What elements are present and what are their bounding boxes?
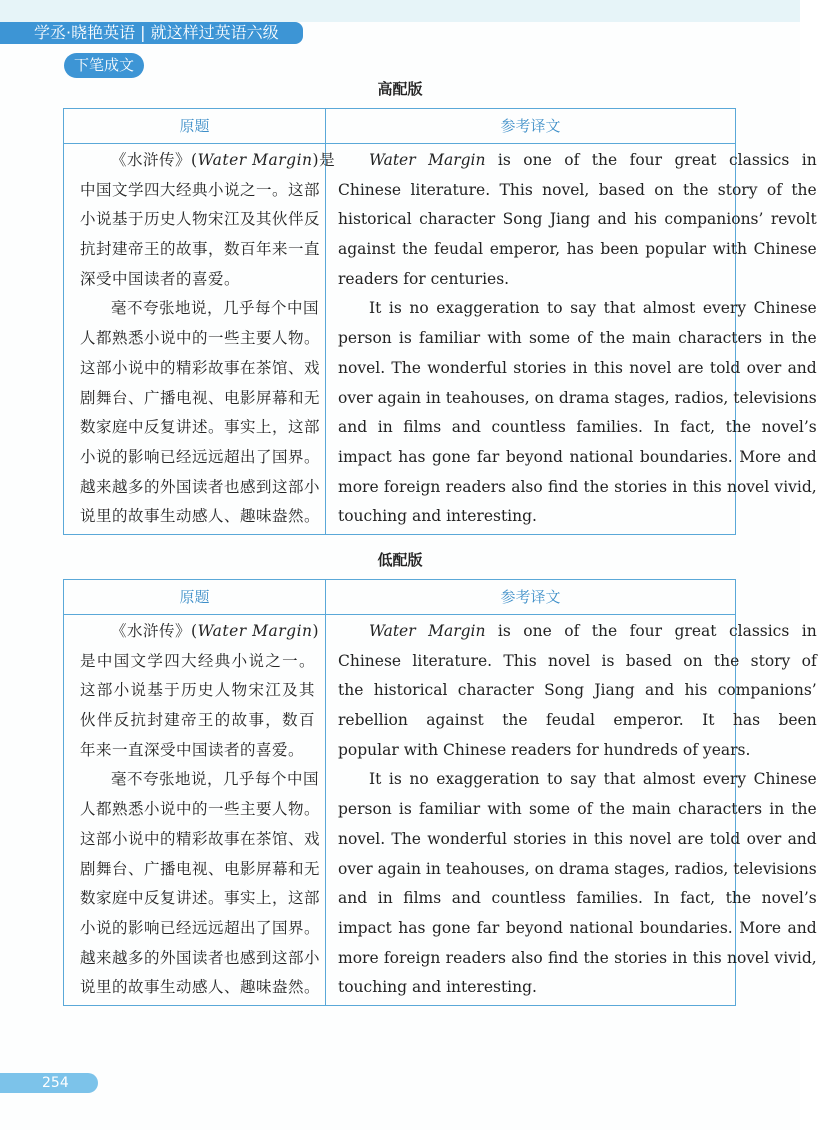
col-header-original: 原题 [64, 109, 326, 143]
table-body [64, 144, 817, 534]
col-header-translation: 参考译文 [500, 588, 561, 606]
text-line: Chinese literature. This novel, based on the story of the [338, 180, 817, 199]
table-header [64, 109, 735, 144]
text-line: 剧舞台、广播电视、电影屏幕和无 [80, 388, 321, 407]
text-line: 数家庭中反复讲述。事实上，这部 [80, 418, 321, 437]
section-label: 下笔成文 [64, 53, 144, 78]
text-line: 小说的影响已经远远超出了国界。 [80, 447, 321, 466]
translation-table-high [63, 108, 817, 535]
original-text-cell [64, 144, 336, 534]
text-line: 中国文学四大经典小说之一。这部 [80, 180, 321, 199]
text-line: Water Margin is one of the four great classics in [369, 151, 817, 169]
translation-text-cell [326, 144, 827, 534]
translation-text-cell [326, 615, 827, 1005]
text-line: Chinese literature. This novel is based on the story of [338, 651, 817, 670]
text-line: historical character Song Jiang and his companions’ revolt [338, 210, 817, 229]
text-line: and in films and countless families. In fact, the novel’s [338, 418, 817, 437]
text-line: 年来一直深受中国读者的喜爱。 [80, 740, 305, 759]
text-line: the historical character Song Jiang and his companions’ [338, 681, 817, 700]
text-line: 抗封建帝王的故事，数百年来一直 [80, 240, 321, 259]
text-line: 伙伴反抗封建帝王的故事，数百 [80, 711, 315, 730]
text-line: 深受中国读者的喜爱。 [80, 269, 241, 288]
text-line: 越来越多的外国读者也感到这部小 [80, 477, 321, 496]
text-line: touching and interesting. [338, 507, 537, 526]
text-line: 《水浒传》(Water Margin)是 [111, 151, 336, 169]
text-line: 这部小说基于历史人物宋江及其 [80, 681, 315, 700]
original-text-cell [64, 615, 326, 1005]
text-line: 是中国文学四大经典小说之一。 [80, 651, 315, 670]
text-line: 数家庭中反复讲述。事实上，这部 [80, 889, 321, 908]
text-line: 越来越多的外国读者也感到这部小 [80, 948, 321, 967]
text-line: 毫不夸张地说，几乎每个中国 [111, 770, 320, 789]
text-line: readers for centuries. [338, 269, 510, 288]
text-line: 这部小说中的精彩故事在茶馆、戏 [80, 829, 321, 848]
page-number: 254 [0, 1073, 98, 1093]
text-line: person is familiar with some of the main characters in the [338, 800, 817, 819]
top-band [0, 0, 800, 22]
text-line: 说里的故事生动感人、趣味盎然。 [80, 978, 321, 997]
text-line: It is no exaggeration to say that almost every Chinese [369, 299, 817, 318]
text-line: 小说的影响已经远远超出了国界。 [80, 918, 321, 937]
text-line: impact has gone far beyond national boundaries. More and [338, 447, 817, 466]
text-line: touching and interesting. [338, 978, 537, 997]
version-title-high: 高配版 [377, 80, 423, 98]
text-line: It is no exaggeration to say that almost every Chinese [369, 770, 817, 789]
col-header-translation: 参考译文 [500, 117, 561, 135]
text-line: rebellion against the feudal emperor. It has been [338, 711, 817, 730]
table-header [64, 580, 735, 615]
col-header-original: 原题 [64, 580, 326, 614]
text-line: 说里的故事生动感人、趣味盎然。 [80, 507, 321, 526]
text-line: more foreign readers also find the stories in this novel vivid, [338, 477, 817, 496]
text-line: 小说基于历史人物宋江及其伙伴反 [80, 210, 321, 229]
text-line: novel. The wonderful stories in this novel are told over and [338, 829, 817, 848]
text-line: 人都熟悉小说中的一些主要人物。 [80, 329, 321, 348]
text-line: novel. The wonderful stories in this novel are told over and [338, 358, 817, 377]
text-line: person is familiar with some of the main characters in the [338, 329, 817, 348]
text-line: and in films and countless families. In fact, the novel’s [338, 889, 817, 908]
text-line: 这部小说中的精彩故事在茶馆、戏 [80, 358, 321, 377]
text-line: 人都熟悉小说中的一些主要人物。 [80, 800, 321, 819]
text-line: more foreign readers also find the stories in this novel vivid, [338, 948, 817, 967]
text-line: 剧舞台、广播电视、电影屏幕和无 [80, 859, 321, 878]
text-line: 毫不夸张地说，几乎每个中国 [111, 299, 320, 318]
text-line: Water Margin is one of the four great classics in [369, 622, 817, 640]
text-line: impact has gone far beyond national boundaries. More and [338, 918, 817, 937]
table-body [64, 615, 817, 1005]
text-line: over again in teahouses, on drama stages, radios, televisions [338, 388, 817, 407]
text-line: against the feudal emperor, has been popular with Chinese [338, 240, 817, 259]
version-title-low: 低配版 [377, 551, 423, 569]
translation-table-low [63, 579, 817, 1006]
text-line: 《水浒传》(Water Margin) [111, 622, 320, 640]
book-header: 学丞·晓艳英语 | 就这样过英语六级 [0, 22, 303, 44]
text-line: popular with Chinese readers for hundreds of years. [338, 740, 751, 759]
text-line: over again in teahouses, on drama stages, radios, televisions [338, 859, 817, 878]
